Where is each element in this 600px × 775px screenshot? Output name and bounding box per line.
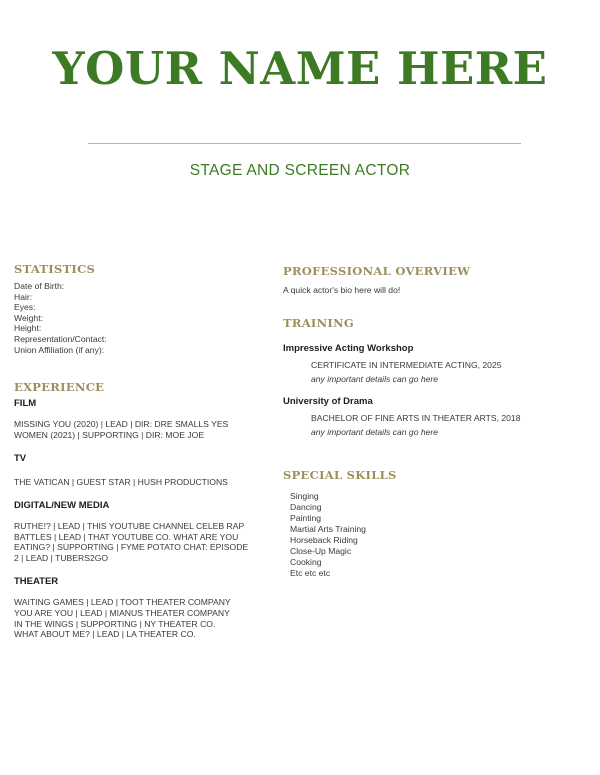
tv-block xyxy=(14,453,264,488)
digital-heading: DIGITAL/NEW MEDIA xyxy=(14,499,110,511)
statistics-list xyxy=(14,281,264,355)
film-line: MISSING YOU (2020) | LEAD | DIR: DRE SMALLS YES xyxy=(14,419,229,430)
skill-item: Cooking xyxy=(290,556,322,567)
skill-item: Close-Up Magic xyxy=(290,545,352,556)
left-column xyxy=(14,262,264,640)
training-section xyxy=(283,316,583,438)
stat-item: Hair: xyxy=(14,291,33,302)
training-entry xyxy=(283,396,583,438)
overview-title: PROFESSIONAL OVERVIEW xyxy=(283,264,471,278)
training-detail: BACHELOR OF FINE ARTS IN THEATER ARTS, 2018 xyxy=(311,412,521,423)
digital-line: 2 | LEAD | TUBERS2GO xyxy=(14,552,109,563)
resume-subtitle: STAGE AND SCREEN ACTOR xyxy=(189,162,411,179)
training-entry xyxy=(283,343,583,385)
digital-line: BATTLES | LEAD | THAT YOUTUBE CO. WHAT ARE YOU xyxy=(14,531,239,542)
skill-item: Etc etc etc xyxy=(290,567,331,578)
stat-item: Date of Birth: xyxy=(14,281,65,291)
resume-name: YOUR NAME HERE xyxy=(52,42,548,95)
training-school: Impressive Acting Workshop xyxy=(283,342,414,354)
theater-line: YOU ARE YOU | LEAD | MIANUS THEATER COMPANY xyxy=(14,607,230,618)
digital-line: EATING? | SUPPORTING | FYME POTATO CHAT: EPISODE xyxy=(14,542,249,553)
skill-item: Dancing xyxy=(290,501,322,512)
skills-title: SPECIAL SKILLS xyxy=(283,467,397,482)
skill-item: Martial Arts Training xyxy=(290,523,366,534)
theater-heading: THEATER xyxy=(14,576,59,588)
theater-block xyxy=(14,576,264,639)
film-heading: FILM xyxy=(14,398,37,410)
overview-text: A quick actor's bio here will do! xyxy=(283,285,401,295)
skill-item: Horseback Riding xyxy=(290,534,358,545)
digital-line: RUTHE!? | LEAD | THIS YOUTUBE CHANNEL CELEB RAP xyxy=(14,520,245,531)
tv-line: THE VATICAN | GUEST STAR | HUSH PRODUCTIONS xyxy=(14,477,228,488)
tv-heading: TV xyxy=(14,453,27,465)
training-detail: CERTIFICATE IN INTERMEDIATE ACTING, 2025 xyxy=(311,359,502,370)
stat-item: Weight: xyxy=(14,312,43,323)
film-block xyxy=(14,398,264,440)
theater-line: WHAT ABOUT ME? | LEAD | LA THEATER CO. xyxy=(14,629,196,640)
training-note: any important details can go here xyxy=(311,374,439,385)
statistics-title: STATISTICS xyxy=(14,262,96,276)
theater-line: IN THE WINGS | SUPPORTING | NY THEATER CO. xyxy=(14,618,216,629)
digital-block xyxy=(14,500,264,563)
training-school: University of Drama xyxy=(283,395,373,407)
training-title: TRAINING xyxy=(283,315,355,330)
film-line: WOMEN (2021) | SUPPORTING | DIR: MOE JOE xyxy=(14,429,205,440)
statistics-section xyxy=(14,262,264,355)
training-note: any important details can go here xyxy=(311,427,439,438)
theater-line: WAITING GAMES | LEAD | TOOT THEATER COMPANY xyxy=(14,597,231,608)
right-column xyxy=(283,264,583,579)
stat-item: Union Affiliation (if any): xyxy=(14,344,105,355)
header-divider xyxy=(88,143,521,144)
skill-item: Singing xyxy=(290,490,319,501)
skills-list xyxy=(283,491,583,579)
stat-item: Representation/Contact: xyxy=(14,333,107,344)
experience-section xyxy=(14,380,264,640)
overview-section xyxy=(283,264,583,296)
stat-item: Height: xyxy=(14,323,42,334)
experience-title: EXPERIENCE xyxy=(14,380,105,395)
skill-item: Painting xyxy=(290,512,322,523)
stat-item: Eyes: xyxy=(14,302,36,313)
skills-section xyxy=(283,468,583,579)
